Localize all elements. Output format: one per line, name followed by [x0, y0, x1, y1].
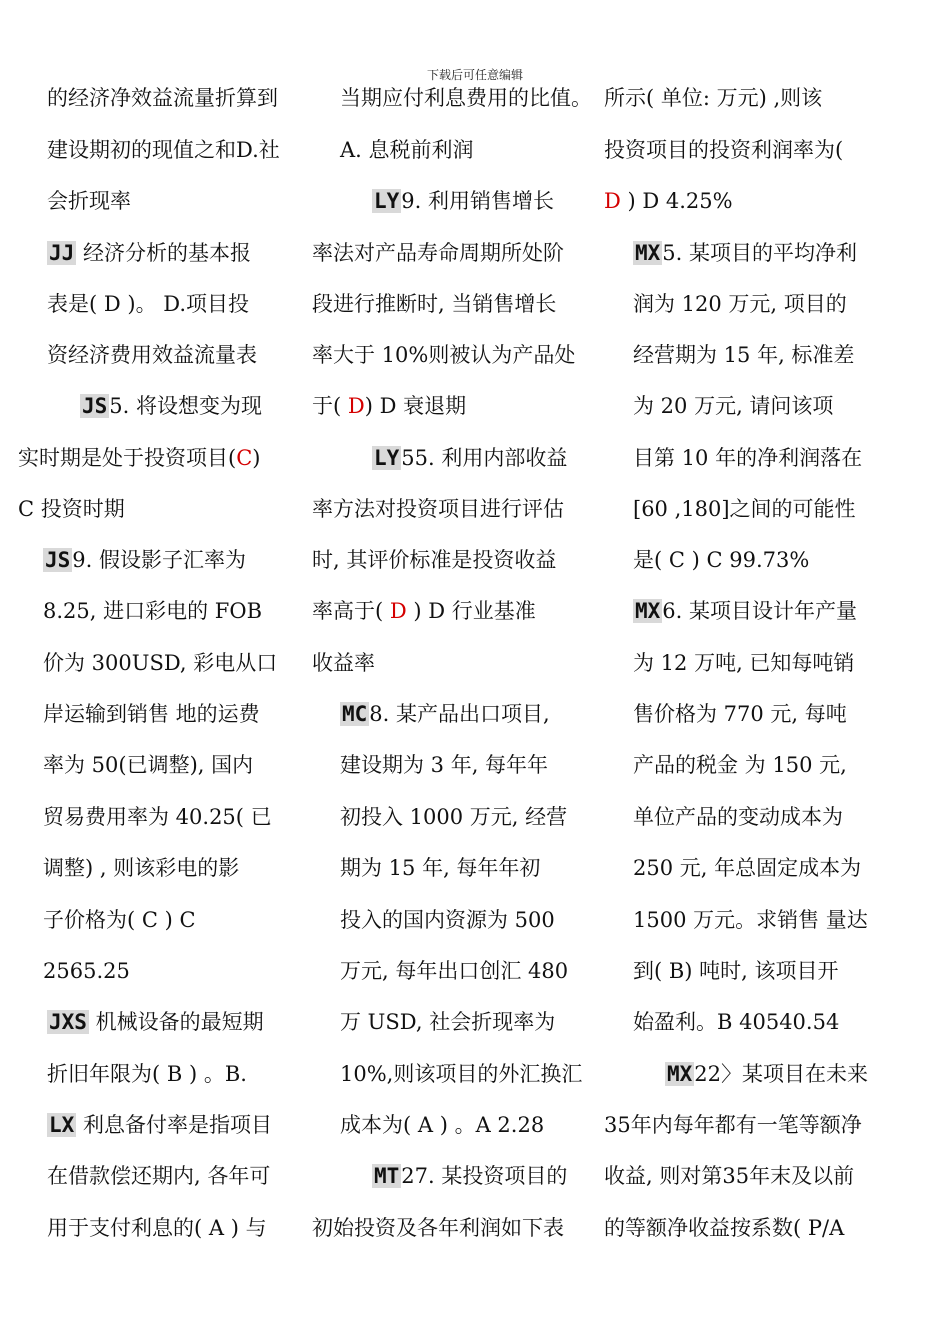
line-text: 率大于 10%则被认为产品处: [312, 343, 576, 367]
col1-line: [47, 84, 278, 112]
line-text: 9. 利用销售增长: [401, 189, 555, 213]
line-text: [60 ,180]之间的可能性: [633, 497, 856, 521]
col1-line: [47, 136, 280, 164]
question-tag: MX: [635, 241, 661, 265]
line-text: 为 20 万元, 请问该项: [633, 394, 834, 418]
col1-line: [18, 495, 125, 523]
line-text: ): [252, 446, 261, 470]
col3-line: [633, 341, 854, 369]
col3-line: [633, 649, 854, 677]
line-text: 成本为( A ) 。A 2.28: [340, 1113, 545, 1137]
line-text: 利息备付率是指项目: [76, 1113, 272, 1137]
col3-line: [604, 1214, 844, 1242]
line-text: 5. 某项目的平均净利: [662, 241, 858, 265]
line-text: 1500 万元。求销售 量达: [633, 908, 868, 932]
col2-line: [340, 751, 548, 779]
line-text: 的经济净效益流量折算到: [47, 86, 278, 110]
col3-line: [633, 444, 862, 472]
line-text: 实时期是处于投资项目(: [18, 446, 237, 470]
col3-line: [633, 597, 857, 625]
col3-line: [633, 1008, 839, 1036]
col3-line: [633, 495, 856, 523]
col1-line: [43, 906, 196, 934]
line-text: 率法对产品寿命周期所处阶: [312, 241, 564, 265]
col3-line: [604, 187, 733, 215]
col3-line: [633, 239, 857, 267]
col1-line: [43, 700, 260, 728]
col1-line: [18, 444, 260, 472]
line-text: 8. 某产品出口项目,: [369, 702, 550, 726]
line-text: 建设期初的现值之和D.社: [47, 138, 280, 162]
line-text: 初始投资及各年利润如下表: [312, 1216, 564, 1240]
question-tag: JS: [82, 394, 108, 418]
col2-line: [312, 392, 466, 420]
line-text: 率高于(: [312, 599, 390, 623]
line-text: 资经济费用效益流量表: [47, 343, 257, 367]
line-text: 55. 利用内部收益: [401, 446, 568, 470]
line-text: 价为 300USD, 彩电从口: [43, 651, 278, 675]
line-text: 产品的税金 为 150 元,: [633, 753, 847, 777]
line-text: 到( B) 吨时, 该项目开: [633, 959, 839, 983]
col3-line: [633, 854, 861, 882]
col2-line: [372, 1162, 567, 1190]
question-tag: JXS: [49, 1010, 87, 1034]
line-text: 时, 其评价标准是投资收益: [312, 548, 557, 572]
question-tag: JJ: [49, 241, 75, 265]
line-text: 万 USD, 社会折现率为: [340, 1010, 556, 1034]
col1-line: [43, 803, 272, 831]
col1-line: [47, 341, 257, 369]
col2-line: [340, 906, 555, 934]
line-text: A. 息税前利润: [340, 138, 474, 162]
line-text: 的等额净收益按系数( P/A: [604, 1216, 845, 1240]
answer-mark: D: [341, 394, 365, 418]
line-text: 会折现率: [47, 189, 131, 213]
line-text: 5. 将设想变为现: [109, 394, 263, 418]
col1-line: [47, 290, 249, 318]
line-text: 投资项目的投资利润率为(: [604, 138, 844, 162]
col1-line: [43, 957, 130, 985]
line-text: 22〉某项目在未来: [694, 1062, 869, 1086]
question-tag: LX: [49, 1113, 75, 1137]
line-text: 用于支付利息的( A ) 与: [47, 1216, 267, 1240]
line-text: 为 12 万吨, 已知每吨销: [633, 651, 855, 675]
line-text: 率方法对投资项目进行评估: [312, 497, 564, 521]
question-tag: MT: [374, 1164, 400, 1188]
question-tag: LY: [374, 189, 400, 213]
col1-line: [80, 392, 262, 420]
col2-line: [312, 649, 375, 677]
line-text: 是( C ) C 99.73%: [633, 548, 810, 572]
line-text: ) D 4.25%: [620, 189, 733, 213]
question-tag: JS: [45, 548, 71, 572]
line-text: 表是( D )。 D.项目投: [47, 292, 250, 316]
line-text: 于(: [312, 394, 342, 418]
line-text: 单位产品的变动成本为: [633, 805, 843, 829]
question-tag: MX: [635, 599, 661, 623]
line-text: 贸易费用率为 40.25( 已: [43, 805, 272, 829]
col3-line: [604, 1162, 854, 1190]
col2-line: [340, 136, 474, 164]
line-text: 机械设备的最短期: [88, 1010, 264, 1034]
line-text: 始盈利。B 40540.54: [633, 1010, 840, 1034]
col2-line: [340, 84, 592, 112]
col1-line: [47, 239, 251, 267]
col2-line: [312, 546, 556, 574]
line-text: 经营期为 15 年, 标准差: [633, 343, 855, 367]
line-text: 调整) , 则该彩电的影: [43, 856, 240, 880]
col3-line: [633, 392, 833, 420]
col2-line: [340, 1008, 555, 1036]
col1-line: [47, 187, 131, 215]
col2-line: [372, 187, 554, 215]
col3-line: [633, 957, 839, 985]
col1-line: [43, 854, 239, 882]
col1-line: [43, 546, 246, 574]
line-text: 2565.25: [43, 959, 130, 983]
line-text: ) D 行业基准: [406, 599, 536, 623]
line-text: 在借款偿还期内, 各年可: [47, 1164, 271, 1188]
col1-line: [47, 1111, 272, 1139]
col2-line: [312, 597, 536, 625]
question-tag: MX: [667, 1062, 693, 1086]
col2-line: [340, 1111, 544, 1139]
col2-line: [340, 1060, 582, 1088]
answer-mark: C: [236, 446, 253, 470]
question-tag: MC: [342, 702, 368, 726]
col3-line: [633, 700, 847, 728]
col3-line: [633, 290, 847, 318]
line-text: 岸运输到销售 地的运费: [43, 702, 260, 726]
line-text: 250 元, 年总固定成本为: [633, 856, 862, 880]
answer-mark: D: [389, 599, 407, 623]
line-text: C 投资时期: [18, 497, 125, 521]
col1-line: [47, 1060, 247, 1088]
line-text: ) D 衰退期: [364, 394, 467, 418]
col1-line: [43, 649, 277, 677]
col3-line: [633, 751, 847, 779]
col2-line: [340, 854, 540, 882]
col1-line: [47, 1162, 270, 1190]
question-tag: LY: [374, 446, 400, 470]
line-text: 折旧年限为( B ) 。B.: [47, 1062, 247, 1086]
answer-mark: D: [604, 189, 621, 213]
line-text: 9. 假设影子汇率为: [72, 548, 247, 572]
col3-line: [633, 546, 809, 574]
line-text: 润为 120 万元, 项目的: [633, 292, 847, 316]
line-text: 万元, 每年出口创汇 480: [340, 959, 569, 983]
col2-line: [372, 444, 567, 472]
col2-line: [340, 957, 568, 985]
line-text: 当期应付利息费用的比值。: [340, 86, 592, 110]
page-header: 下载后可任意编辑: [426, 68, 523, 82]
col2-line: [340, 700, 550, 728]
line-text: 售价格为 770 元, 每吨: [633, 702, 847, 726]
col2-line: [312, 239, 564, 267]
line-text: 子价格为( C ) C: [43, 908, 196, 932]
col1-line: [47, 1008, 264, 1036]
col1-line: [43, 597, 262, 625]
line-text: 率为 50(已调整), 国内: [43, 753, 254, 777]
line-text: 收益率: [312, 651, 375, 675]
line-text: 建设期为 3 年, 每年年: [340, 753, 549, 777]
col2-line: [312, 290, 556, 318]
line-text: 收益, 则对第35年末及以前: [604, 1164, 855, 1188]
col1-line: [47, 1214, 267, 1242]
line-text: 经济分析的基本报: [76, 241, 251, 265]
col3-line: [604, 84, 822, 112]
col2-line: [340, 803, 567, 831]
col2-line: [312, 1214, 564, 1242]
line-text: 8.25, 进口彩电的 FOB: [43, 599, 263, 623]
col3-line: [604, 1111, 862, 1139]
col2-line: [312, 341, 575, 369]
line-text: 6. 某项目设计年产量: [662, 599, 858, 623]
col3-line: [633, 803, 843, 831]
line-text: 35年内每年都有一笔等额净: [604, 1113, 862, 1137]
line-text: 投入的国内资源为 500: [340, 908, 555, 932]
col2-line: [312, 495, 564, 523]
line-text: 27. 某投资项目的: [401, 1164, 568, 1188]
line-text: 所示( 单位: 万元) ,则该: [604, 86, 823, 110]
col3-line: [604, 136, 843, 164]
line-text: 10%,则该项目的外汇换汇: [340, 1062, 583, 1086]
col3-line: [665, 1060, 868, 1088]
line-text: 段进行推断时, 当销售增长: [312, 292, 557, 316]
line-text: 目第 10 年的净利润落在: [633, 446, 863, 470]
line-text: 初投入 1000 万元, 经营: [340, 805, 568, 829]
col3-line: [633, 906, 868, 934]
col1-line: [43, 751, 253, 779]
line-text: 期为 15 年, 每年年初: [340, 856, 541, 880]
